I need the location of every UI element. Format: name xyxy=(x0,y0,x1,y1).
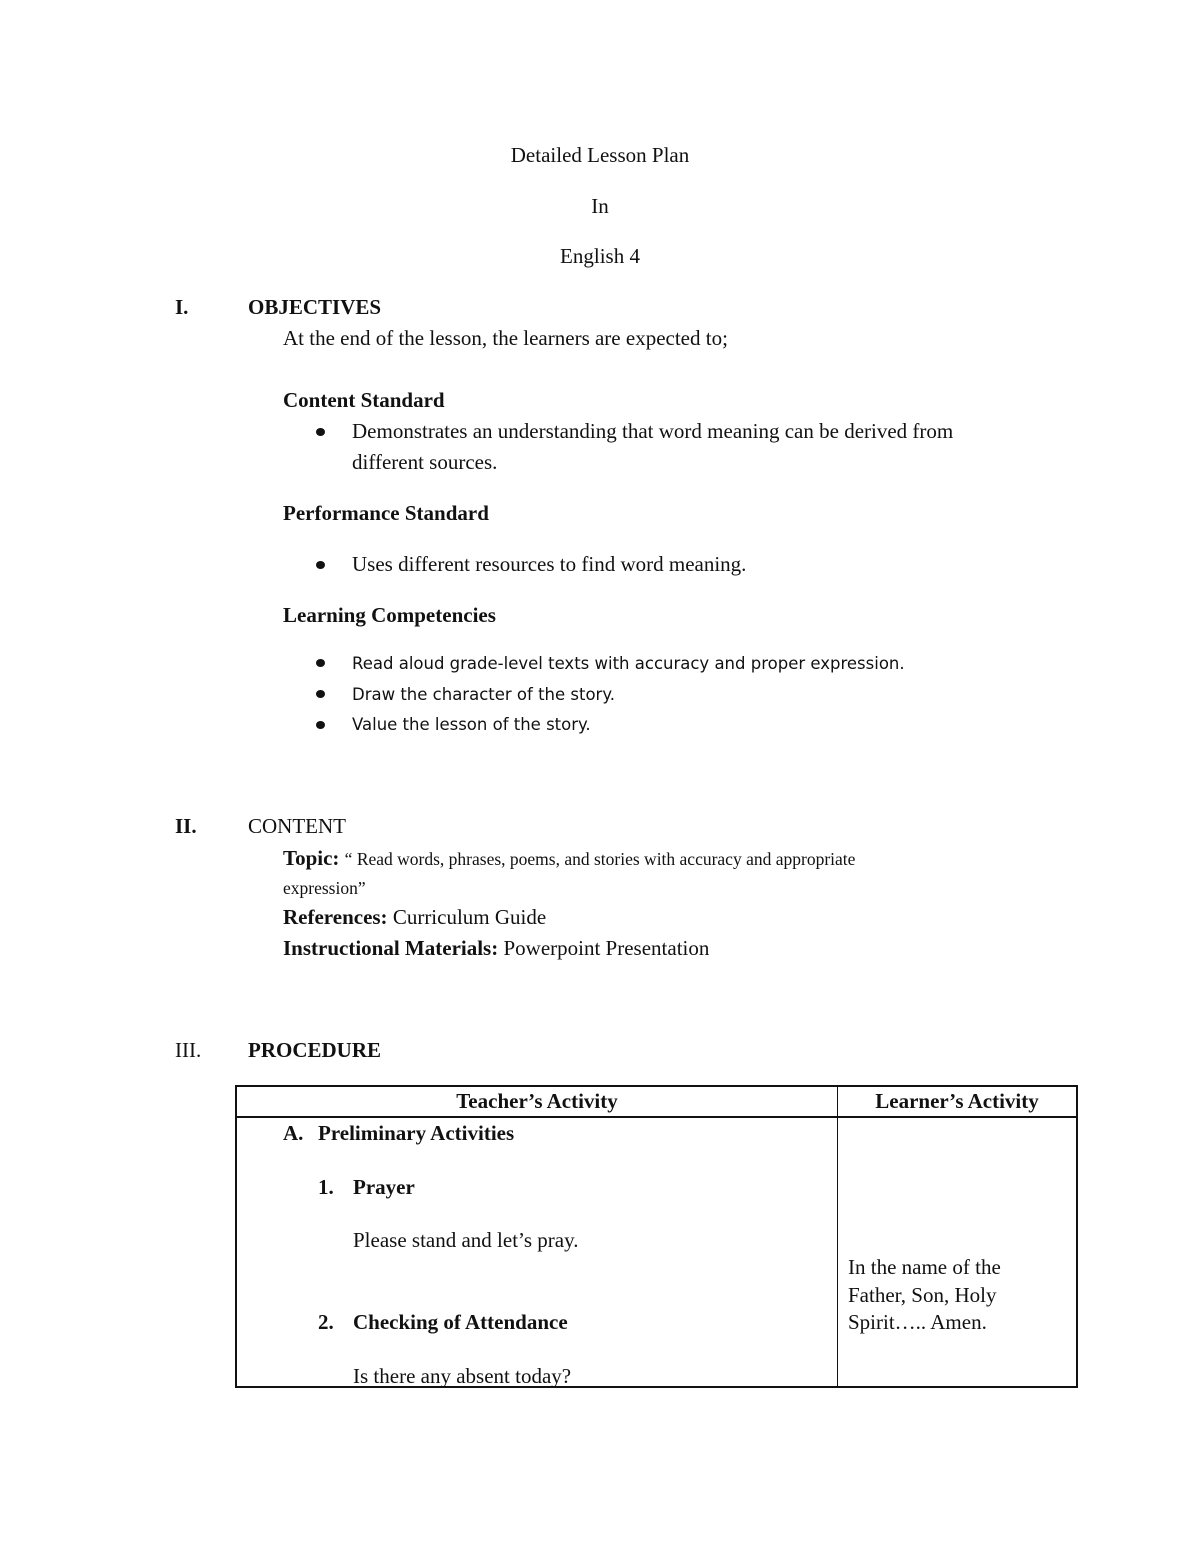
performance-standard-item: Uses different resources to find word meaning. xyxy=(352,552,747,576)
references-value: Curriculum Guide xyxy=(392,905,547,929)
content-standard-item-line1: Demonstrates an understanding that word meaning can be derived from xyxy=(352,419,954,443)
step-2-title: Checking of Attendance xyxy=(353,1310,568,1334)
topic-value: “ Read words, phrases, poems, and stories with accuracy and appropriate xyxy=(344,849,856,869)
materials-label: Instructional Materials: xyxy=(283,936,499,960)
learner-response-line: In the name of the xyxy=(848,1255,1001,1279)
materials-value: Powerpoint Presentation xyxy=(503,936,710,960)
section-a-letter: A. xyxy=(283,1121,304,1145)
bullet-icon xyxy=(316,690,325,698)
step-1-number: 1. xyxy=(318,1175,334,1199)
step-2-text: Is there any absent today? xyxy=(353,1364,572,1388)
references-label: References: xyxy=(283,905,388,929)
bullet-icon xyxy=(316,721,325,729)
section-heading-procedure: PROCEDURE xyxy=(248,1038,382,1062)
section-numeral-objectives: I. xyxy=(175,295,189,319)
learning-competency-item: Read aloud grade-level texts with accuracy and proper expression. xyxy=(352,654,905,673)
topic-value-line2: expression” xyxy=(283,878,366,898)
objectives-intro: At the end of the lesson, the learners are expected to; xyxy=(283,326,728,350)
performance-standard-label: Performance Standard xyxy=(283,501,489,525)
topic-label: Topic: xyxy=(283,846,340,870)
content-standard-item-line2: different sources. xyxy=(352,450,498,474)
section-heading-content: CONTENT xyxy=(248,814,346,838)
step-1-title: Prayer xyxy=(353,1175,415,1199)
document-title-in: In xyxy=(591,194,609,218)
procedure-table xyxy=(235,1085,1078,1388)
bullet-icon xyxy=(316,561,325,569)
learning-competencies-label: Learning Competencies xyxy=(283,603,496,627)
content-standard-label: Content Standard xyxy=(283,388,445,412)
learner-response-line: Spirit….. Amen. xyxy=(848,1310,987,1334)
learner-response-line: Father, Son, Holy xyxy=(848,1283,997,1307)
table-header-teacher: Teacher’s Activity xyxy=(456,1089,618,1113)
document-subject: English 4 xyxy=(560,244,640,268)
section-numeral-procedure: III. xyxy=(175,1038,202,1062)
document-title: Detailed Lesson Plan xyxy=(510,143,690,167)
materials-line xyxy=(283,936,709,961)
learning-competency-item: Draw the character of the story. xyxy=(352,685,615,704)
table-header-divider xyxy=(237,1116,1076,1118)
table-header-learner: Learner’s Activity xyxy=(875,1089,1039,1113)
section-a-title: Preliminary Activities xyxy=(318,1121,515,1145)
step-1-text: Please stand and let’s pray. xyxy=(353,1228,579,1252)
table-column-divider xyxy=(837,1087,838,1386)
learning-competency-item: Value the lesson of the story. xyxy=(352,715,591,734)
references-line xyxy=(283,905,546,930)
topic-line xyxy=(283,846,855,871)
section-numeral-content: II. xyxy=(175,814,197,838)
section-heading-objectives: OBJECTIVES xyxy=(248,295,382,319)
bullet-icon xyxy=(316,428,325,436)
step-2-number: 2. xyxy=(318,1310,334,1334)
bullet-icon xyxy=(316,659,325,667)
